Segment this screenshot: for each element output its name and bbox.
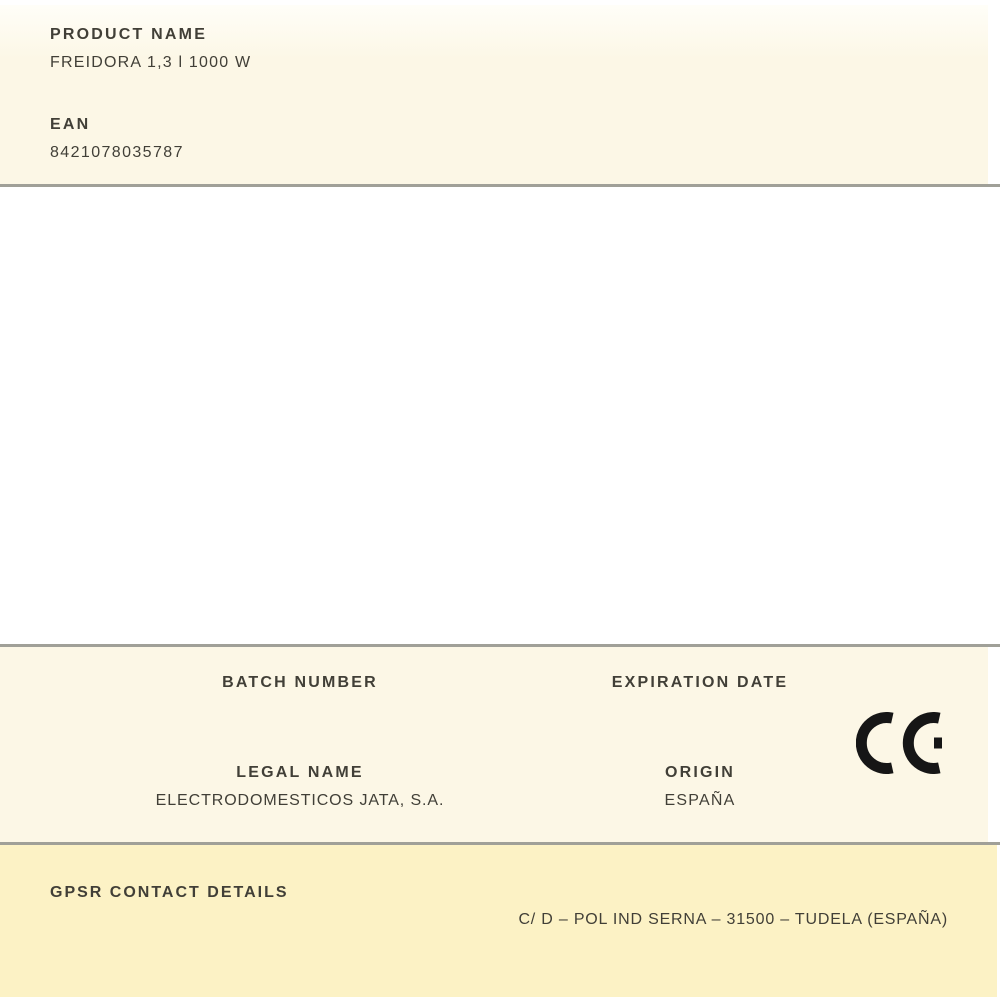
origin-label: ORIGIN <box>664 764 736 781</box>
legal-name-label: LEGAL NAME <box>236 764 364 781</box>
product-name-value: FREIDORA 1,3 l 1000 W <box>50 54 252 71</box>
gpsr-contact-address: C/ D – POL IND SERNA – 31500 – TUDELA (ESPAÑA) <box>518 911 948 928</box>
expiration-date-label: EXPIRATION DATE <box>611 674 789 691</box>
ean-value: 8421078035787 <box>50 144 184 161</box>
batch-number-label: BATCH NUMBER <box>222 674 378 691</box>
product-name-label: PRODUCT NAME <box>50 26 208 43</box>
divider-middle <box>0 644 1000 647</box>
gpsr-contact-label: GPSR CONTACT DETAILS <box>50 884 289 901</box>
divider-bottom <box>0 842 1000 845</box>
ean-label: EAN <box>50 116 91 133</box>
product-image-area <box>0 187 1000 644</box>
legal-name-value: ELECTRODOMESTICOS JATA, S.A. <box>155 792 445 809</box>
ce-mark-icon <box>856 712 948 774</box>
origin-value: ESPAÑA <box>664 792 736 809</box>
